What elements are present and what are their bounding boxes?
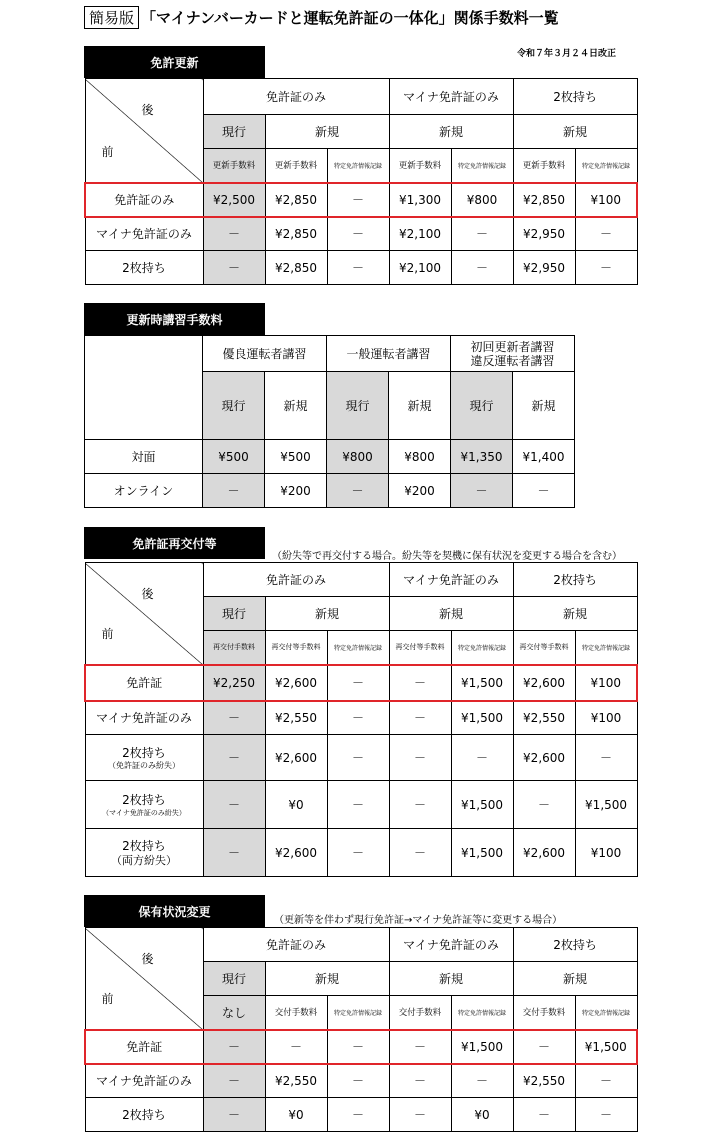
status-change-table [84, 927, 638, 1132]
fee-cell: － [575, 1098, 637, 1132]
fee-cell: ¥2,600 [513, 735, 575, 781]
fee-cell: ¥100 [575, 829, 637, 877]
fee-cell: － [389, 829, 451, 877]
table-row [85, 440, 575, 474]
before-label: 前 [101, 144, 114, 159]
fee-cell: － [265, 1030, 327, 1064]
group-header: 免許証のみ [203, 79, 389, 115]
sub-header: 交付手数料 [265, 996, 327, 1030]
current-header: 現行 [327, 372, 389, 440]
fee-cell: － [327, 701, 389, 735]
row-label-main: 2枚持ち [122, 746, 166, 760]
fee-cell: ¥2,600 [265, 735, 327, 781]
fee-cell: ¥2,600 [513, 665, 575, 701]
fee-cell: ¥2,600 [513, 829, 575, 877]
sub-header: 特定免許情報記録 [451, 996, 513, 1030]
fee-cell: － [327, 217, 389, 251]
fee-cell: ¥200 [389, 474, 451, 508]
sub-header: 交付手数料 [389, 996, 451, 1030]
diagonal-header [85, 79, 203, 183]
row-label-sub: （免許証のみ紛失） [108, 761, 180, 770]
fee-cell: － [575, 735, 637, 781]
fee-cell: ¥2,550 [513, 1064, 575, 1098]
fee-cell: ¥500 [203, 440, 265, 474]
fee-cell: ¥2,850 [265, 217, 327, 251]
fee-cell: － [203, 1030, 265, 1064]
row-label: オンライン [85, 474, 203, 508]
sub-header: 更新手数料 [265, 149, 327, 183]
row-label: マイナ免許証のみ [85, 701, 203, 735]
fee-cell: ¥0 [451, 1098, 513, 1132]
table-row [85, 829, 637, 877]
fee-cell: ¥800 [389, 440, 451, 474]
sub-header: 更新手数料 [513, 149, 575, 183]
current-header: 現行 [451, 372, 513, 440]
group-header: 優良運転者講習 [203, 336, 327, 372]
fee-cell: － [327, 1064, 389, 1098]
fee-cell: ¥2,600 [265, 829, 327, 877]
fee-cell: － [203, 829, 265, 877]
title-text: 「マイナンバーカードと運転免許証の一体化」関係手数料一覧 [141, 9, 559, 27]
sub-header: なし [203, 996, 265, 1030]
new-header: 新規 [513, 115, 637, 149]
fee-cell: － [327, 735, 389, 781]
sub-header: 特定免許情報記録 [575, 631, 637, 665]
fee-cell: － [203, 701, 265, 735]
sub-header: 更新手数料 [203, 149, 265, 183]
fee-cell: － [203, 1098, 265, 1132]
new-header: 新規 [265, 597, 389, 631]
fee-cell: ¥2,950 [513, 251, 575, 285]
row-label-main: 2枚持ち [122, 839, 166, 853]
fee-cell: ¥2,550 [513, 701, 575, 735]
fee-cell: － [513, 474, 575, 508]
fee-cell: ¥2,100 [389, 217, 451, 251]
row-label-main: 2枚持ち [122, 793, 166, 807]
fee-cell: ¥1,500 [451, 829, 513, 877]
sub-header: 特定免許情報記録 [451, 149, 513, 183]
section-label-reissue: 免許証再交付等 [84, 527, 265, 559]
section-note: （紛失等で再交付する場合。紛失等を契機に保有状況を変更する場合を含む） [272, 551, 622, 562]
fee-cell: － [513, 1030, 575, 1064]
sub-header: 更新手数料 [389, 149, 451, 183]
current-header: 現行 [203, 962, 265, 996]
group-header: 2枚持ち [513, 928, 637, 962]
fee-cell: － [513, 781, 575, 829]
fee-cell: － [327, 665, 389, 701]
blank-corner [85, 336, 203, 440]
revision-date: 令和７年３月２４日改正 [517, 49, 617, 59]
fee-cell: ¥2,600 [265, 665, 327, 701]
fee-cell: ¥1,500 [451, 1030, 513, 1064]
new-header: 新規 [513, 372, 575, 440]
row-label-sub: （両方紛失） [111, 854, 177, 867]
section-label-status-change: 保有状況変更 [84, 895, 265, 927]
fee-cell: － [451, 217, 513, 251]
group-header: マイナ免許証のみ [389, 928, 513, 962]
fee-cell: ¥1,400 [513, 440, 575, 474]
diagonal-header [85, 928, 203, 1030]
fee-cell: ¥500 [265, 440, 327, 474]
fee-cell: － [203, 217, 265, 251]
current-header: 現行 [203, 597, 265, 631]
new-header: 新規 [389, 372, 451, 440]
fee-cell: － [451, 474, 513, 508]
fee-cell: － [575, 251, 637, 285]
section-note: （更新等を伴わず現行免許証→マイナ免許証等に変更する場合） [274, 915, 563, 926]
fee-cell: － [451, 735, 513, 781]
sub-header: 再交付等手数料 [389, 631, 451, 665]
fee-cell: ¥0 [265, 1098, 327, 1132]
fee-cell: ¥1,500 [575, 1030, 637, 1064]
before-label: 前 [101, 626, 114, 641]
fee-cell: － [203, 781, 265, 829]
fee-cell: ¥2,550 [265, 701, 327, 735]
fee-cell: ¥2,550 [265, 1064, 327, 1098]
current-header: 現行 [203, 372, 265, 440]
group-header: 免許証のみ [203, 563, 389, 597]
table-row [85, 781, 637, 829]
fee-cell: ¥0 [265, 781, 327, 829]
fee-cell: － [389, 1098, 451, 1132]
fee-cell: － [327, 1098, 389, 1132]
fee-cell: ¥800 [327, 440, 389, 474]
table-row [85, 217, 637, 251]
fee-cell: ¥100 [575, 183, 637, 217]
group-header: 2枚持ち [513, 79, 637, 115]
fee-cell: － [575, 217, 637, 251]
fee-cell: － [451, 251, 513, 285]
before-label: 前 [101, 991, 114, 1006]
sub-header: 特定免許情報記録 [575, 996, 637, 1030]
fee-cell: ¥1,500 [451, 781, 513, 829]
table-row [85, 665, 637, 701]
table-row [85, 1030, 637, 1064]
diagonal-header [85, 563, 203, 665]
row-label: マイナ免許証のみ [85, 1064, 203, 1098]
title-tag: 簡易版 [84, 6, 139, 29]
table-row [85, 251, 637, 285]
table-row [85, 735, 637, 781]
fee-cell: ¥2,950 [513, 217, 575, 251]
fee-cell: ¥1,500 [451, 701, 513, 735]
fee-cell: ¥2,100 [389, 251, 451, 285]
fee-cell: ¥2,850 [265, 251, 327, 285]
new-header: 新規 [513, 597, 637, 631]
row-label: 免許証 [85, 1030, 203, 1064]
row-label-sub: （マイナ免許証のみ紛失） [102, 809, 186, 817]
fee-cell: ¥1,500 [575, 781, 637, 829]
fee-cell: － [389, 1030, 451, 1064]
row-label [85, 735, 203, 781]
row-label: 2枚持ち [85, 1098, 203, 1132]
fee-cell: ¥100 [575, 701, 637, 735]
fee-cell: － [389, 1064, 451, 1098]
group-header: 初回更新者講習 違反運転者講習 [451, 336, 575, 372]
fee-cell: － [389, 701, 451, 735]
table-row [85, 183, 637, 217]
sub-header: 再交付手数料 [203, 631, 265, 665]
row-label: 免許証のみ [85, 183, 203, 217]
new-header: 新規 [265, 962, 389, 996]
row-label [85, 829, 203, 877]
fee-cell: － [513, 1098, 575, 1132]
sub-header: 再交付等手数料 [265, 631, 327, 665]
new-header: 新規 [265, 372, 327, 440]
group-header: 免許証のみ [203, 928, 389, 962]
section-label-course: 更新時講習手数料 [84, 303, 265, 335]
fee-cell: － [389, 665, 451, 701]
fee-cell: ¥1,300 [389, 183, 451, 217]
renewal-table [84, 78, 638, 285]
fee-cell: ¥200 [265, 474, 327, 508]
fee-cell: ¥800 [451, 183, 513, 217]
new-header: 新規 [389, 962, 513, 996]
row-label: マイナ免許証のみ [85, 217, 203, 251]
fee-cell: ¥2,850 [513, 183, 575, 217]
group-header: 2枚持ち [513, 563, 637, 597]
fee-cell: － [203, 1064, 265, 1098]
row-label [85, 781, 203, 829]
sub-header: 特定免許情報記録 [451, 631, 513, 665]
fee-cell: ¥2,250 [203, 665, 265, 701]
fee-cell: － [203, 474, 265, 508]
page-title [84, 6, 559, 30]
row-label: 免許証 [85, 665, 203, 701]
fee-cell: ¥2,850 [265, 183, 327, 217]
group-header: 一般運転者講習 [327, 336, 451, 372]
fee-cell: － [327, 1030, 389, 1064]
row-label: 2枚持ち [85, 251, 203, 285]
new-header: 新規 [513, 962, 637, 996]
group-header: マイナ免許証のみ [389, 563, 513, 597]
fee-cell: － [327, 829, 389, 877]
section-label-renewal: 免許更新 [84, 46, 265, 78]
new-header: 新規 [389, 597, 513, 631]
sub-header: 交付手数料 [513, 996, 575, 1030]
new-header: 新規 [265, 115, 389, 149]
fee-cell: － [389, 735, 451, 781]
fee-cell: ¥1,500 [451, 665, 513, 701]
table-row [85, 701, 637, 735]
fee-cell: ¥2,500 [203, 183, 265, 217]
fee-cell: － [389, 781, 451, 829]
after-label: 後 [141, 587, 154, 601]
fee-cell: － [327, 251, 389, 285]
fee-cell: － [327, 474, 389, 508]
sub-header: 特定免許情報記録 [327, 631, 389, 665]
table-row [85, 474, 575, 508]
row-label: 対面 [85, 440, 203, 474]
sub-header: 特定免許情報記録 [327, 149, 389, 183]
fee-cell: － [203, 251, 265, 285]
fee-cell: ¥1,350 [451, 440, 513, 474]
reissue-table [84, 562, 638, 877]
fee-cell: － [575, 1064, 637, 1098]
course-table [84, 335, 575, 508]
fee-cell: ¥100 [575, 665, 637, 701]
sub-header: 特定免許情報記録 [327, 996, 389, 1030]
new-header: 新規 [389, 115, 513, 149]
after-label: 後 [141, 952, 154, 966]
current-header: 現行 [203, 115, 265, 149]
fee-cell: － [203, 735, 265, 781]
fee-cell: － [327, 781, 389, 829]
sub-header: 特定免許情報記録 [575, 149, 637, 183]
fee-cell: － [327, 183, 389, 217]
sub-header: 再交付等手数料 [513, 631, 575, 665]
fee-cell: － [451, 1064, 513, 1098]
group-header: マイナ免許証のみ [389, 79, 513, 115]
table-row [85, 1098, 637, 1132]
after-label: 後 [141, 103, 154, 117]
table-row [85, 1064, 637, 1098]
